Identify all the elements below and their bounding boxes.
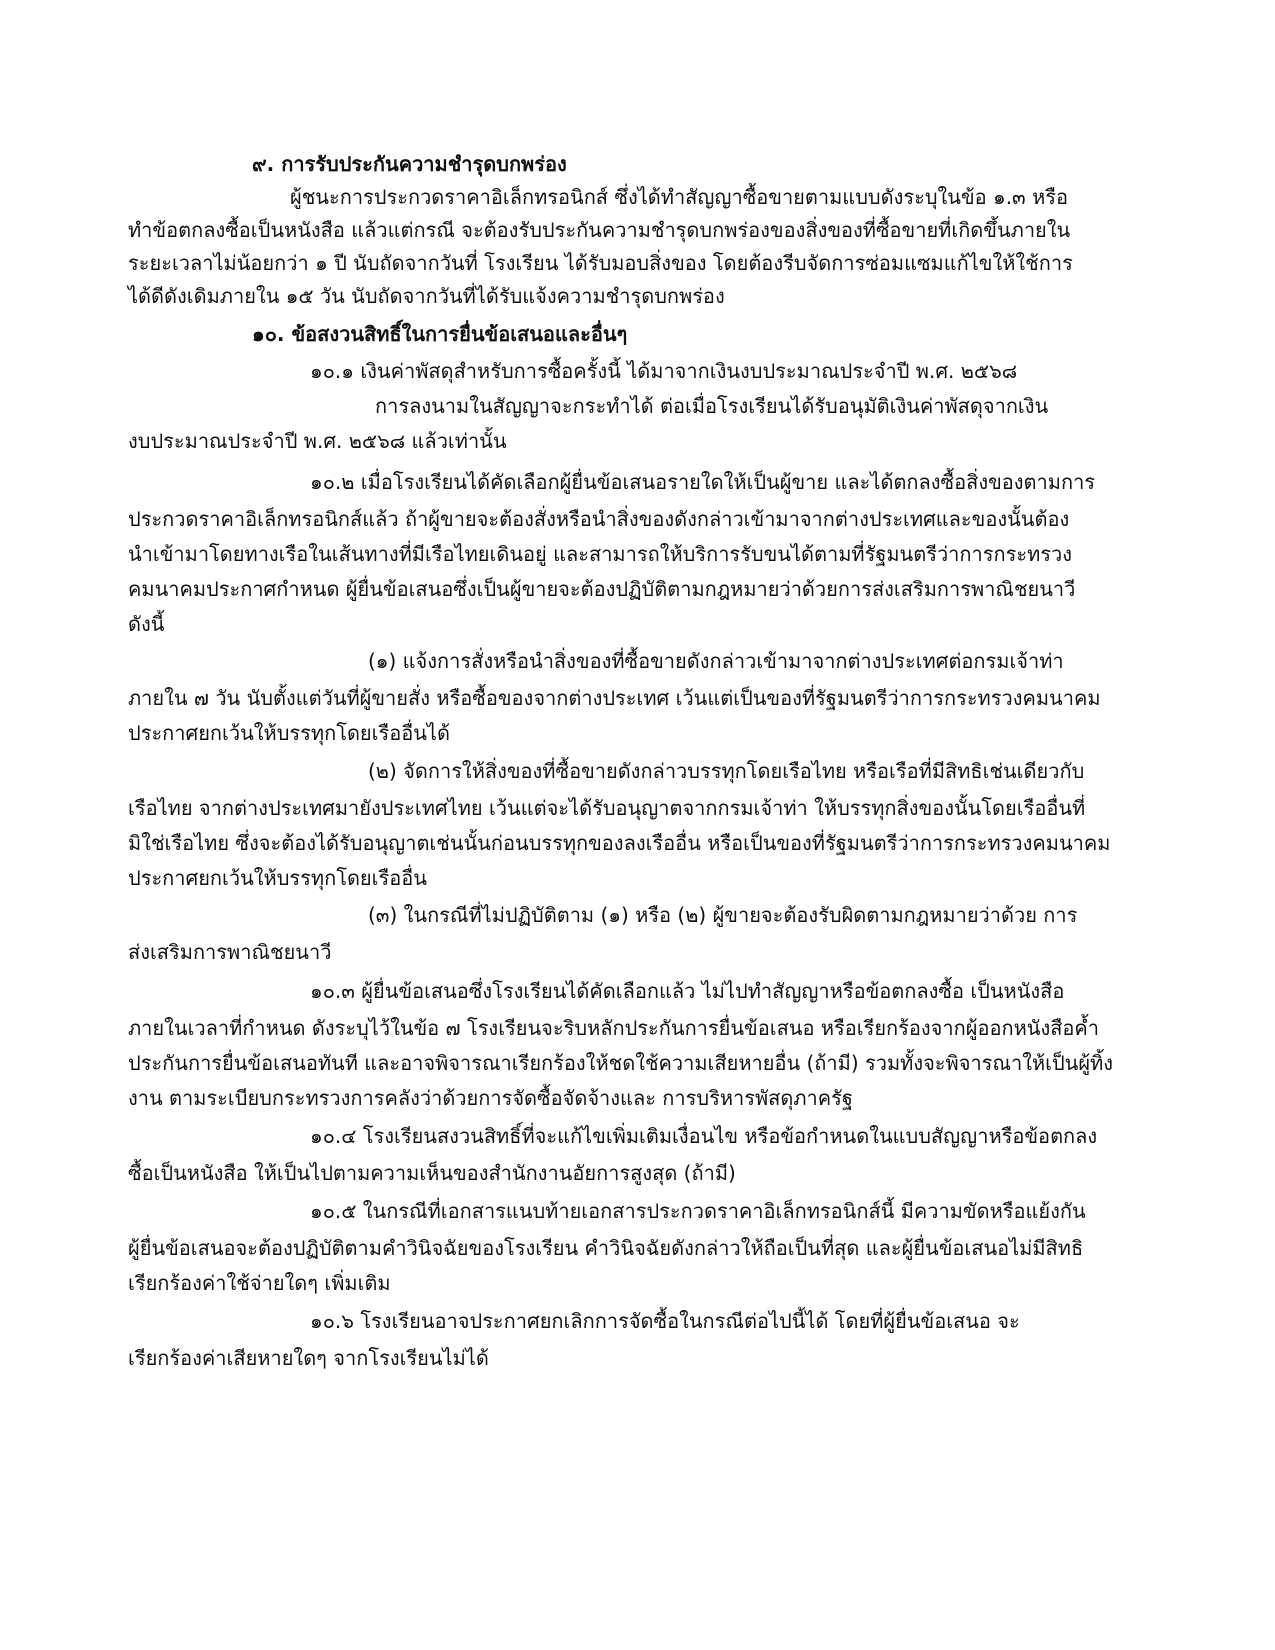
section-10-heading: ๑๐. ข้อสงวนสิทธิ์ในการยื่นข้อเสนอและอื่นๆ [252,322,628,346]
paragraph-line: ระยะเวลาไม่น้อยกว่า ๑ ปี นับถัดจากวันที่ โรงเรียน ได้รับมอบสิ่งของ โดยต้องรีบจัดการซ่อมแซมแก้ไขให้ใช้การ [128,251,1073,275]
paragraph-line: (๓) ในกรณีที่ไม่ปฏิบัติตาม (๑) หรือ (๒) ผู้ขายจะต้องรับผิดตามกฎหมายว่าด้วย การ [368,903,1078,927]
paragraph-line: ๑๐.๑ เงินค่าพัสดุสำหรับการซื้อครั้งนี้ ได้มาจากเงินงบประมาณประจำปี พ.ศ. ๒๕๖๘ [310,359,1018,383]
paragraph-line: ๑๐.๖ โรงเรียนอาจประกาศยกเลิกการจัดซื้อในกรณีต่อไปนี้ได้ โดยที่ผู้ยื่นข้อเสนอ จะ [310,1309,1020,1333]
paragraph-line: มิใช่เรือไทย ซึ่งจะต้องได้รับอนุญาตเช่นนั้นก่อนบรรทุกของลงเรืออื่น หรือเป็นของที่รัฐมนตรีว่าการกระทรวงคมนาคม [128,831,1111,855]
paragraph-line: งบประมาณประจำปี พ.ศ. ๒๕๖๘ แล้วเท่านั้น [128,429,507,453]
paragraph-line: ผู้ชนะการประกวดราคาอิเล็กทรอนิกส์ ซึ่งได้ทำสัญญาซื้อขายตามแบบดังระบุในข้อ ๑.๓ หรือ [290,185,1069,209]
paragraph-line: ๑๐.๒ เมื่อโรงเรียนได้คัดเลือกผู้ยื่นข้อเสนอรายใดให้เป็นผู้ขาย และได้ตกลงซื้อสิ่งของตามการ [310,470,1096,494]
paragraph-line: ประกวดราคาอิเล็กทรอนิกส์แล้ว ถ้าผู้ขายจะต้องสั่งหรือนำสิ่งของดังกล่าวเข้ามาจากต่างประเทศและของนั้นต้อง [128,507,1070,531]
paragraph-line: ประกาศยกเว้นให้บรรทุกโดยเรืออื่นได้ [128,721,450,745]
paragraph-line: ประกาศยกเว้นให้บรรทุกโดยเรืออื่น [128,866,427,890]
paragraph-line: ดังนี้ [128,612,165,636]
paragraph-line: เรียกร้องค่าใช้จ่ายใดๆ เพิ่มเติม [128,1271,391,1295]
paragraph-line: ภายในเวลาที่กำหนด ดังระบุไว้ในข้อ ๗ โรงเรียนจะริบหลักประกันการยื่นข้อเสนอ หรือเรียกร้องจากผู้ออกหนังสือค้ำ [128,1016,1100,1040]
paragraph-line: ทำข้อตกลงซื้อเป็นหนังสือ แล้วแต่กรณี จะต้องรับประกันความชำรุดบกพร่องของสิ่งของที่ซื้อขายที่เกิดขึ้นภายใน [128,218,1071,242]
paragraph-line: ๑๐.๓ ผู้ยื่นข้อเสนอซึ่งโรงเรียนได้คัดเลือกแล้ว ไม่ไปทำสัญญาหรือข้อตกลงซื้อ เป็นหนังสือ [310,979,1065,1003]
paragraph-line: ซื้อเป็นหนังสือ ให้เป็นไปตามความเห็นของสำนักงานอัยการสูงสุด (ถ้ามี) [128,1161,736,1185]
paragraph-line: ประกันการยื่นข้อเสนอทันที และอาจพิจารณาเรียกร้องให้ชดใช้ความเสียหายอื่น (ถ้ามี) รวมทั้งจะพิจารณาให้เป็นผู้ทิ้ง [128,1051,1114,1075]
paragraph-line: ๑๐.๔ โรงเรียนสงวนสิทธิ์ที่จะแก้ไขเพิ่มเติมเงื่อนไข หรือข้อกำหนดในแบบสัญญาหรือข้อตกลง [310,1124,1098,1148]
paragraph-line: เรือไทย จากต่างประเทศมายังประเทศไทย เว้นแต่จะได้รับอนุญาตจากกรมเจ้าท่า ให้บรรทุกสิ่งของนั้นโดยเรืออื่นที่ [128,796,1086,820]
paragraph-line: ภายใน ๗ วัน นับตั้งแต่วันที่ผู้ขายสั่ง หรือซื้อของจากต่างประเทศ เว้นแต่เป็นของที่รัฐมนตรีว่าการกระทรวงคมนาคม [128,686,1101,710]
paragraph-line: ส่งเสริมการพาณิชยนาวี [128,940,332,964]
section-9-heading: ๙. การรับประกันความชำรุดบกพร่อง [252,152,567,176]
paragraph-line: (๒) จัดการให้สิ่งของที่ซื้อขายดังกล่าวบรรทุกโดยเรือไทย หรือเรือที่มีสิทธิเช่นเดียวกับ [368,759,1085,783]
paragraph-line: เรียกร้องค่าเสียหายใดๆ จากโรงเรียนไม่ได้ [128,1346,489,1370]
paragraph-line: งาน ตามระเบียบกระทรวงการคลังว่าด้วยการจัดซื้อจัดจ้างและ การบริหารพัสดุภาครัฐ [128,1086,853,1110]
paragraph-line: ๑๐.๕ ในกรณีที่เอกสารแนบท้ายเอกสารประกวดราคาอิเล็กทรอนิกส์นี้ มีความขัดหรือแย้งกัน [310,1199,1086,1223]
paragraph-line: คมนาคมประกาศกำหนด ผู้ยื่นข้อเสนอซึ่งเป็นผู้ขายจะต้องปฏิบัติตามกฎหมายว่าด้วยการส่งเสริมการพาณิชยนาวี [128,577,1076,601]
paragraph-line: การลงนามในสัญญาจะกระทำได้ ต่อเมื่อโรงเรียนได้รับอนุมัติเงินค่าพัสดุจากเงิน [375,394,1049,418]
paragraph-line: ผู้ยื่นข้อเสนอจะต้องปฏิบัติตามคำวินิจฉัยของโรงเรียน คำวินิจฉัยดังกล่าวให้ถือเป็นที่สุด และผู้ยื่นข้อเสนอไม่มีสิทธิ [128,1236,1084,1260]
paragraph-line: (๑) แจ้งการสั่งหรือนำสิ่งของที่ซื้อขายดังกล่าวเข้ามาจากต่างประเทศต่อกรมเจ้าท่า [368,649,1064,673]
paragraph-line: ได้ดีดังเดิมภายใน ๑๕ วัน นับถัดจากวันที่ได้รับแจ้งความชำรุดบกพร่อง [128,284,725,308]
paragraph-line: นำเข้ามาโดยทางเรือในเส้นทางที่มีเรือไทยเดินอยู่ และสามารถให้บริการรับขนได้ตามที่รัฐมนตรีว่าการกระทรวง [128,542,1073,566]
